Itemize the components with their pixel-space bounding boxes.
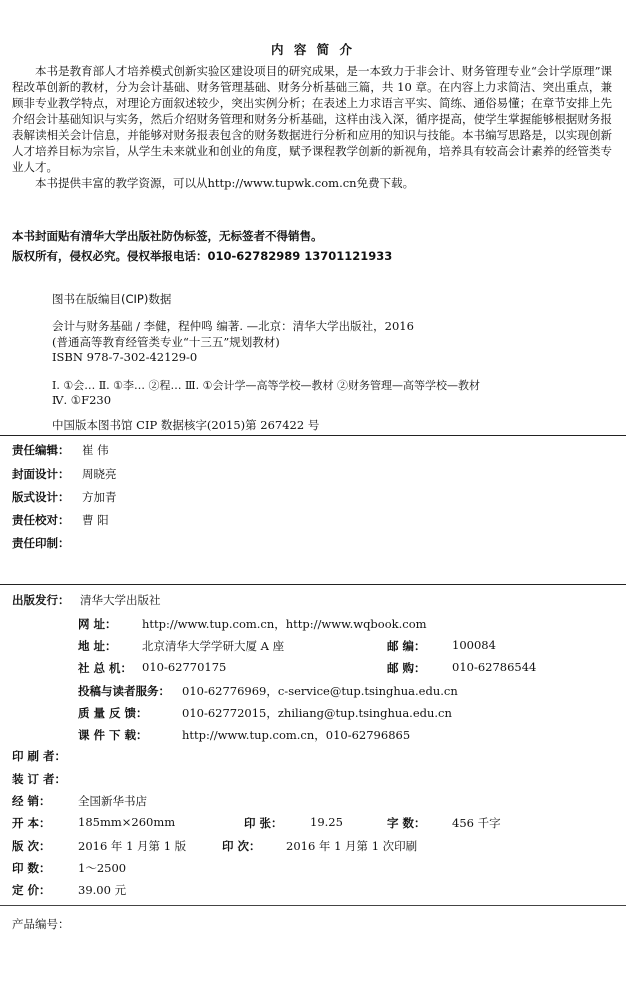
proofread-label: 责任校对： [12,513,70,527]
address-value: 北京清华大学学研大厦 A 座 [142,639,285,653]
cip-line-1: 会计与财务基础 / 李健，程仲鸣 编著. —北京：清华大学出版社，2016 [52,319,414,333]
cip-line-4: Ⅰ. ①会… Ⅱ. ①李… ②程… Ⅲ. ①会计学—高等学校—教材 ②财务管理—高等学校—教材 [52,379,480,392]
zip-value: 100084 [452,638,496,652]
switchboard-value: 010-62770175 [142,660,227,674]
distributor-label: 经 销： [12,794,51,808]
courseware-value: http://www.tup.com.cn，010-62796865 [182,728,411,742]
cover-design-value: 周晓亮 [82,467,117,481]
mail-order-label: 邮 购： [387,661,426,675]
word-count-label: 字 数： [387,816,426,830]
format-label: 开 本： [12,816,51,830]
price-label: 定 价： [12,883,51,897]
publisher-label: 出版发行： [12,593,70,607]
sheets-label: 印 张： [244,816,283,830]
cip-line-2: (普通高等教育经管类专业“十三五”规划教材) [52,335,280,349]
address-label: 地 址： [78,639,117,653]
summary-paragraph-2: 本书提供丰富的教学资源，可以从http://www.tupwk.com.cn免费下载。 [35,176,415,190]
anti-fake-notice: 本书封面贴有清华大学出版社防伪标签，无标签者不得销售。 [12,229,323,243]
website-label: 网 址： [78,617,117,631]
reader-service-value: 010-62776969，c-service@tup.tsinghua.edu.cn [182,684,458,698]
edition-value: 2016 年 1 月第 1 版 [78,839,187,853]
reader-service-label: 投稿与读者服务： [78,684,170,698]
editor-value: 崔 伟 [82,443,109,457]
quality-feedback-value: 010-62772015，zhiliang@tup.tsinghua.edu.cn [182,706,452,720]
cip-line-5: Ⅳ. ①F230 [52,393,112,407]
zip-label: 邮 编： [387,639,426,653]
product-code-label: 产品编号： [12,917,70,931]
binder-label: 装 订 者： [12,772,67,786]
cip-isbn: ISBN 978-7-302-42129-0 [52,350,198,364]
quality-feedback-label: 质 量 反 馈： [78,706,148,720]
editor-label: 责任编辑： [12,443,70,457]
cip-heading: 图书在版编目(CIP)数据 [52,292,172,306]
print-run-value: 1～2500 [78,861,127,875]
impression-value: 2016 年 1 月第 1 次印刷 [286,839,418,853]
layout-design-label: 版式设计： [12,490,70,504]
cip-line-6: 中国版本图书馆 CIP 数据核字(2015)第 267422 号 [52,418,320,432]
format-value: 185mm×260mm [78,815,176,829]
divider-2 [0,584,626,585]
distributor-value: 全国新华书店 [78,794,147,808]
divider-1 [0,435,626,436]
print-manager-label: 责任印制： [12,536,70,550]
mail-order-value: 010-62786544 [452,660,537,674]
courseware-label: 课 件 下 载： [78,728,148,742]
divider-3 [0,905,626,906]
word-count-value: 456 千字 [452,816,501,830]
print-run-label: 印 数： [12,861,51,875]
price-value: 39.00 元 [78,883,127,897]
switchboard-label: 社 总 机： [78,661,133,675]
publisher-name: 清华大学出版社 [80,593,161,607]
sheets-value: 19.25 [310,815,343,829]
website-value: http://www.tup.com.cn，http://www.wqbook.com [142,617,427,631]
printer-label: 印 刷 者： [12,749,67,763]
edition-label: 版 次： [12,839,51,853]
impression-label: 印 次： [222,839,261,853]
summary-paragraph-1: 本书是教育部人才培养模式创新实验区建设项目的研究成果，是一本致力于非会计、财务管理专业“会计学原理”课程改革创新的教材，分为会计基础、财务管理基础、财务分析基础三篇，共 10 章。在内容上力求简洁、突出重点，兼顾非专业教学特点，对理论方面叙述较少，突出实例分析；在表述上力求语言平实、简练、通俗易懂；在章节安排上先介绍会计基础知识与实务，然后介绍财务管理和财务分析基础，这样由浅入深，循序提高，使学生掌握能够根据财务报表解读相关会计信息，并能够对财务报表包含的财务数据进行分析和应用的知识与技能。本书编写思路是，以实现创新人才培养目标为宗旨，从学生未来就业和创业的角度，赋予课程教学创新的新视角，培养具有较高会计素养的经管类专业人才。 [12,64,612,174]
content-summary [12,63,612,191]
layout-design-value: 方加青 [82,490,117,504]
page-title: 内 容 简 介 [270,42,356,57]
proofread-value: 曹 阳 [82,513,109,527]
cover-design-label: 封面设计： [12,467,70,481]
copyright-notice: 版权所有，侵权必究。侵权举报电话：010-62782989 13701121933 [12,249,393,263]
